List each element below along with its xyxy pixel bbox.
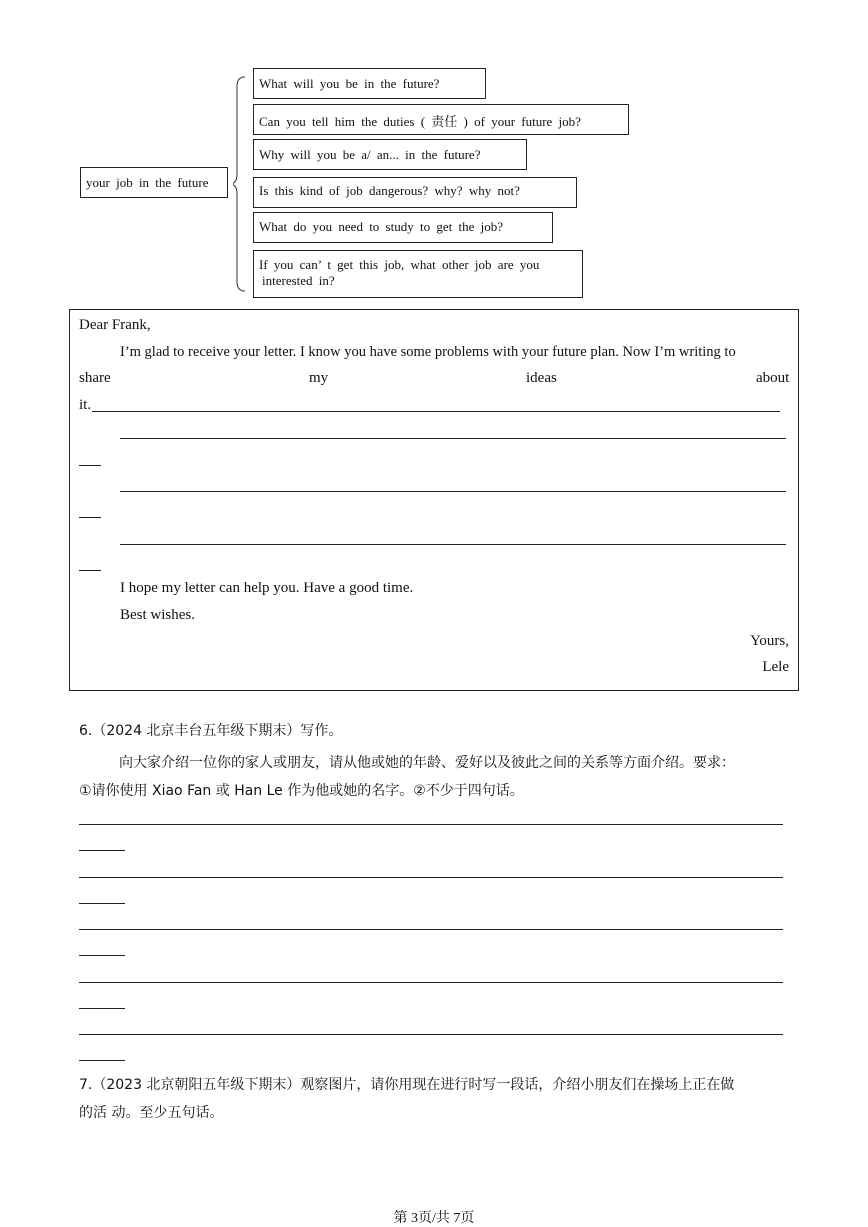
- answer-line-end[interactable]: [79, 1060, 125, 1061]
- answer-line[interactable]: [79, 929, 783, 930]
- answer-line[interactable]: [79, 824, 783, 825]
- q6-instruction-1: 向大家介绍一位你的家人或朋友，请从他或她的年龄、爱好以及彼此之间的关系等方面介绍。要求：: [119, 755, 735, 771]
- writing-line[interactable]: [120, 544, 786, 545]
- question-text: What do you need to study to get the job?: [259, 219, 503, 234]
- letter-line3-start: it.: [79, 397, 92, 413]
- answer-line-end[interactable]: [79, 850, 125, 851]
- letter-sign-2: Lele: [762, 659, 789, 675]
- writing-line[interactable]: [92, 411, 780, 412]
- page-number: 第 3页/共 7页: [393, 1211, 475, 1226]
- answer-line[interactable]: [79, 982, 783, 983]
- mindmap-center-text: your job in the future: [86, 175, 209, 190]
- mindmap-question-5: [253, 212, 553, 243]
- answer-line-end[interactable]: [79, 1008, 125, 1009]
- question-text: Can you tell him the duties ( 责任 ) of your future job?: [259, 114, 581, 129]
- brace-shape: [233, 76, 247, 292]
- letter-word-share: share: [79, 370, 111, 386]
- letter-sign-1: Yours,: [750, 633, 789, 649]
- letter-word-my: my: [309, 370, 329, 386]
- mindmap-center: [80, 167, 228, 198]
- writing-line[interactable]: [120, 491, 786, 492]
- writing-line-end[interactable]: [79, 517, 101, 518]
- question-text: Is this kind of job dangerous? why? why not?: [259, 183, 520, 198]
- answer-line[interactable]: [79, 1034, 783, 1035]
- letter-greeting: Dear Frank,: [79, 317, 151, 333]
- mindmap-question-3: [253, 139, 527, 170]
- question-text: Why will you be a/ an... in the future?: [259, 147, 481, 162]
- letter-body-line1: I’m glad to receive your letter. I know you have some problems with your future plan. Now I’m writing to: [120, 344, 736, 360]
- writing-line[interactable]: [120, 438, 786, 439]
- q6-title: 6.（2024 北京丰台五年级下期末）写作。: [79, 723, 343, 739]
- answer-line[interactable]: [79, 877, 783, 878]
- mindmap-question-2: [253, 104, 629, 135]
- letter-closing-2: Best wishes.: [120, 607, 195, 623]
- answer-line-end[interactable]: [79, 903, 125, 904]
- letter-box: [69, 309, 799, 691]
- mindmap-question-4: [253, 177, 577, 208]
- question-text: What will you be in the future?: [259, 76, 440, 91]
- writing-line-end[interactable]: [79, 465, 101, 466]
- q7-title-line1: 7.（2023 北京朝阳五年级下期末）观察图片，请你用现在进行时写一段话，介绍小朋友们在操场上正在做: [79, 1077, 735, 1093]
- q6-instruction-2: ①请你使用 Xiao Fan 或 Han Le 作为他或她的名字。②不少于四句话。: [79, 783, 524, 799]
- writing-line-end[interactable]: [79, 570, 101, 571]
- question-text: If you can’ t get this job, what other job are you: [259, 257, 540, 272]
- letter-word-about: about: [756, 370, 790, 386]
- question-text-cont: interested in?: [262, 273, 335, 288]
- mindmap-question-1: [253, 68, 486, 99]
- answer-line-end[interactable]: [79, 955, 125, 956]
- letter-closing-1: I hope my letter can help you. Have a good time.: [120, 580, 414, 596]
- mindmap-question-6: [253, 250, 583, 298]
- q7-title-line2: 的活 动。至少五句话。: [79, 1105, 224, 1121]
- letter-word-ideas: ideas: [526, 370, 557, 386]
